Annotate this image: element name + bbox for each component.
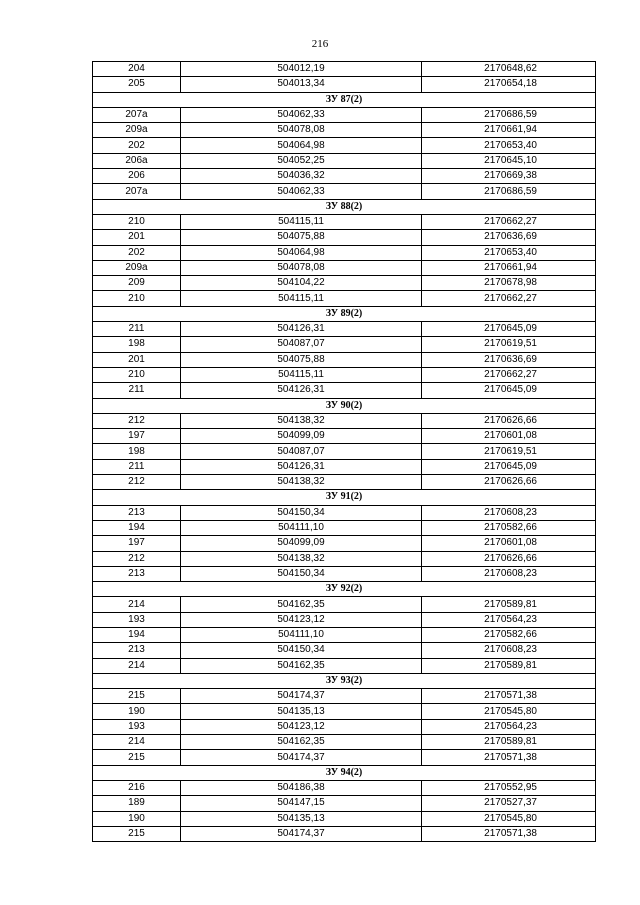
- point-number-cell: 210: [93, 214, 181, 229]
- y-coordinate-cell: 2170601,08: [422, 429, 596, 444]
- x-coordinate-cell: 504104,22: [181, 276, 422, 291]
- y-coordinate-cell: 2170636,69: [422, 230, 596, 245]
- point-number-cell: 197: [93, 536, 181, 551]
- point-number-cell: 189: [93, 796, 181, 811]
- x-coordinate-cell: 504162,35: [181, 658, 422, 673]
- y-coordinate-cell: 2170582,66: [422, 520, 596, 535]
- x-coordinate-cell: 504099,09: [181, 536, 422, 551]
- point-number-cell: 201: [93, 352, 181, 367]
- x-coordinate-cell: 504111,10: [181, 520, 422, 535]
- table-row: [93, 62, 596, 77]
- table-row: [93, 383, 596, 398]
- point-number-cell: 207а: [93, 107, 181, 122]
- table-row: [93, 505, 596, 520]
- table-row: [93, 153, 596, 168]
- point-number-cell: 211: [93, 322, 181, 337]
- point-number-cell: 211: [93, 383, 181, 398]
- y-coordinate-cell: 2170636,69: [422, 352, 596, 367]
- table-row: [93, 811, 596, 826]
- point-number-cell: 209: [93, 276, 181, 291]
- y-coordinate-cell: 2170662,27: [422, 291, 596, 306]
- section-title: ЗУ 91(2): [93, 490, 596, 505]
- table-row: [93, 245, 596, 260]
- table-row: [93, 627, 596, 642]
- y-coordinate-cell: 2170527,37: [422, 796, 596, 811]
- y-coordinate-cell: 2170564,23: [422, 612, 596, 627]
- point-number-cell: 213: [93, 643, 181, 658]
- section-header-row: [93, 582, 596, 597]
- y-coordinate-cell: 2170545,80: [422, 704, 596, 719]
- table-row: [93, 169, 596, 184]
- point-number-cell: 206: [93, 169, 181, 184]
- table-row: [93, 138, 596, 153]
- point-number-cell: 212: [93, 551, 181, 566]
- y-coordinate-cell: 2170669,38: [422, 169, 596, 184]
- table-row: [93, 123, 596, 138]
- point-number-cell: 193: [93, 612, 181, 627]
- point-number-cell: 198: [93, 337, 181, 352]
- table-row: [93, 689, 596, 704]
- table-row: [93, 322, 596, 337]
- table-row: [93, 337, 596, 352]
- y-coordinate-cell: 2170589,81: [422, 735, 596, 750]
- x-coordinate-cell: 504126,31: [181, 459, 422, 474]
- point-number-cell: 209а: [93, 260, 181, 275]
- point-number-cell: 202: [93, 245, 181, 260]
- x-coordinate-cell: 504135,13: [181, 811, 422, 826]
- x-coordinate-cell: 504150,34: [181, 566, 422, 581]
- section-title: ЗУ 90(2): [93, 398, 596, 413]
- y-coordinate-cell: 2170571,38: [422, 750, 596, 765]
- table-row: [93, 750, 596, 765]
- y-coordinate-cell: 2170686,59: [422, 184, 596, 199]
- y-coordinate-cell: 2170608,23: [422, 643, 596, 658]
- point-number-cell: 216: [93, 780, 181, 795]
- table-row: [93, 536, 596, 551]
- y-coordinate-cell: 2170662,27: [422, 214, 596, 229]
- section-header-row: [93, 673, 596, 688]
- table-row: [93, 643, 596, 658]
- x-coordinate-cell: 504174,37: [181, 826, 422, 841]
- y-coordinate-cell: 2170589,81: [422, 597, 596, 612]
- y-coordinate-cell: 2170601,08: [422, 536, 596, 551]
- y-coordinate-cell: 2170626,66: [422, 551, 596, 566]
- y-coordinate-cell: 2170645,09: [422, 383, 596, 398]
- section-title: ЗУ 92(2): [93, 582, 596, 597]
- x-coordinate-cell: 504186,38: [181, 780, 422, 795]
- y-coordinate-cell: 2170619,51: [422, 444, 596, 459]
- point-number-cell: 198: [93, 444, 181, 459]
- y-coordinate-cell: 2170608,23: [422, 505, 596, 520]
- point-number-cell: 202: [93, 138, 181, 153]
- y-coordinate-cell: 2170648,62: [422, 62, 596, 77]
- section-title: ЗУ 93(2): [93, 673, 596, 688]
- point-number-cell: 211: [93, 459, 181, 474]
- table-row: [93, 704, 596, 719]
- table-row: [93, 826, 596, 841]
- section-header-row: [93, 199, 596, 214]
- x-coordinate-cell: 504150,34: [181, 643, 422, 658]
- table-row: [93, 260, 596, 275]
- section-header-row: [93, 92, 596, 107]
- x-coordinate-cell: 504123,12: [181, 612, 422, 627]
- table-row: [93, 413, 596, 428]
- table-row: [93, 597, 596, 612]
- y-coordinate-cell: 2170552,95: [422, 780, 596, 795]
- y-coordinate-cell: 2170653,40: [422, 138, 596, 153]
- point-number-cell: 213: [93, 566, 181, 581]
- y-coordinate-cell: 2170582,66: [422, 627, 596, 642]
- table-row: [93, 214, 596, 229]
- y-coordinate-cell: 2170661,94: [422, 260, 596, 275]
- page-number: 216: [311, 38, 329, 50]
- table-row: [93, 735, 596, 750]
- point-number-cell: 205: [93, 77, 181, 92]
- x-coordinate-cell: 504099,09: [181, 429, 422, 444]
- table-row: [93, 352, 596, 367]
- y-coordinate-cell: 2170619,51: [422, 337, 596, 352]
- table-row: [93, 520, 596, 535]
- x-coordinate-cell: 504012,19: [181, 62, 422, 77]
- point-number-cell: 212: [93, 475, 181, 490]
- x-coordinate-cell: 504078,08: [181, 260, 422, 275]
- y-coordinate-cell: 2170545,80: [422, 811, 596, 826]
- section-title: ЗУ 89(2): [93, 306, 596, 321]
- table-row: [93, 230, 596, 245]
- table-row: [93, 612, 596, 627]
- point-number-cell: 212: [93, 413, 181, 428]
- x-coordinate-cell: 504036,32: [181, 169, 422, 184]
- point-number-cell: 210: [93, 367, 181, 382]
- x-coordinate-cell: 504111,10: [181, 627, 422, 642]
- x-coordinate-cell: 504013,34: [181, 77, 422, 92]
- y-coordinate-cell: 2170608,23: [422, 566, 596, 581]
- point-number-cell: 210: [93, 291, 181, 306]
- point-number-cell: 201: [93, 230, 181, 245]
- table-row: [93, 459, 596, 474]
- x-coordinate-cell: 504123,12: [181, 719, 422, 734]
- x-coordinate-cell: 504115,11: [181, 291, 422, 306]
- y-coordinate-cell: 2170571,38: [422, 689, 596, 704]
- point-number-cell: 214: [93, 597, 181, 612]
- point-number-cell: 204: [93, 62, 181, 77]
- coordinates-table: [92, 61, 596, 842]
- x-coordinate-cell: 504162,35: [181, 597, 422, 612]
- x-coordinate-cell: 504174,37: [181, 689, 422, 704]
- x-coordinate-cell: 504138,32: [181, 551, 422, 566]
- section-title: ЗУ 88(2): [93, 199, 596, 214]
- point-number-cell: 190: [93, 704, 181, 719]
- section-header-row: [93, 490, 596, 505]
- x-coordinate-cell: 504115,11: [181, 367, 422, 382]
- x-coordinate-cell: 504087,07: [181, 444, 422, 459]
- table-row: [93, 796, 596, 811]
- point-number-cell: 194: [93, 627, 181, 642]
- point-number-cell: 194: [93, 520, 181, 535]
- point-number-cell: 215: [93, 826, 181, 841]
- x-coordinate-cell: 504147,15: [181, 796, 422, 811]
- x-coordinate-cell: 504052,25: [181, 153, 422, 168]
- x-coordinate-cell: 504062,33: [181, 184, 422, 199]
- point-number-cell: 207а: [93, 184, 181, 199]
- y-coordinate-cell: 2170645,09: [422, 322, 596, 337]
- x-coordinate-cell: 504126,31: [181, 322, 422, 337]
- y-coordinate-cell: 2170571,38: [422, 826, 596, 841]
- y-coordinate-cell: 2170678,98: [422, 276, 596, 291]
- x-coordinate-cell: 504174,37: [181, 750, 422, 765]
- x-coordinate-cell: 504150,34: [181, 505, 422, 520]
- y-coordinate-cell: 2170645,09: [422, 459, 596, 474]
- x-coordinate-cell: 504138,32: [181, 413, 422, 428]
- point-number-cell: 193: [93, 719, 181, 734]
- section-header-row: [93, 306, 596, 321]
- y-coordinate-cell: 2170564,23: [422, 719, 596, 734]
- x-coordinate-cell: 504115,11: [181, 214, 422, 229]
- y-coordinate-cell: 2170626,66: [422, 475, 596, 490]
- point-number-cell: 215: [93, 750, 181, 765]
- table-row: [93, 291, 596, 306]
- x-coordinate-cell: 504062,33: [181, 107, 422, 122]
- point-number-cell: 213: [93, 505, 181, 520]
- table-row: [93, 551, 596, 566]
- x-coordinate-cell: 504064,98: [181, 138, 422, 153]
- y-coordinate-cell: 2170662,27: [422, 367, 596, 382]
- point-number-cell: 197: [93, 429, 181, 444]
- section-title: ЗУ 87(2): [93, 92, 596, 107]
- x-coordinate-cell: 504135,13: [181, 704, 422, 719]
- table-row: [93, 77, 596, 92]
- y-coordinate-cell: 2170626,66: [422, 413, 596, 428]
- y-coordinate-cell: 2170645,10: [422, 153, 596, 168]
- table-row: [93, 780, 596, 795]
- coordinates-table-body: [93, 62, 596, 842]
- y-coordinate-cell: 2170654,18: [422, 77, 596, 92]
- table-row: [93, 184, 596, 199]
- point-number-cell: 214: [93, 735, 181, 750]
- table-row: [93, 658, 596, 673]
- y-coordinate-cell: 2170661,94: [422, 123, 596, 138]
- section-header-row: [93, 765, 596, 780]
- y-coordinate-cell: 2170589,81: [422, 658, 596, 673]
- x-coordinate-cell: 504075,88: [181, 352, 422, 367]
- section-title: ЗУ 94(2): [93, 765, 596, 780]
- x-coordinate-cell: 504138,32: [181, 475, 422, 490]
- point-number-cell: 215: [93, 689, 181, 704]
- table-row: [93, 107, 596, 122]
- table-row: [93, 444, 596, 459]
- section-header-row: [93, 398, 596, 413]
- x-coordinate-cell: 504126,31: [181, 383, 422, 398]
- table-row: [93, 276, 596, 291]
- table-row: [93, 566, 596, 581]
- x-coordinate-cell: 504087,07: [181, 337, 422, 352]
- table-row: [93, 475, 596, 490]
- x-coordinate-cell: 504162,35: [181, 735, 422, 750]
- table-row: [93, 429, 596, 444]
- y-coordinate-cell: 2170686,59: [422, 107, 596, 122]
- point-number-cell: 206а: [93, 153, 181, 168]
- point-number-cell: 214: [93, 658, 181, 673]
- y-coordinate-cell: 2170653,40: [422, 245, 596, 260]
- x-coordinate-cell: 504075,88: [181, 230, 422, 245]
- x-coordinate-cell: 504078,08: [181, 123, 422, 138]
- point-number-cell: 209а: [93, 123, 181, 138]
- table-row: [93, 719, 596, 734]
- point-number-cell: 190: [93, 811, 181, 826]
- table-row: [93, 367, 596, 382]
- x-coordinate-cell: 504064,98: [181, 245, 422, 260]
